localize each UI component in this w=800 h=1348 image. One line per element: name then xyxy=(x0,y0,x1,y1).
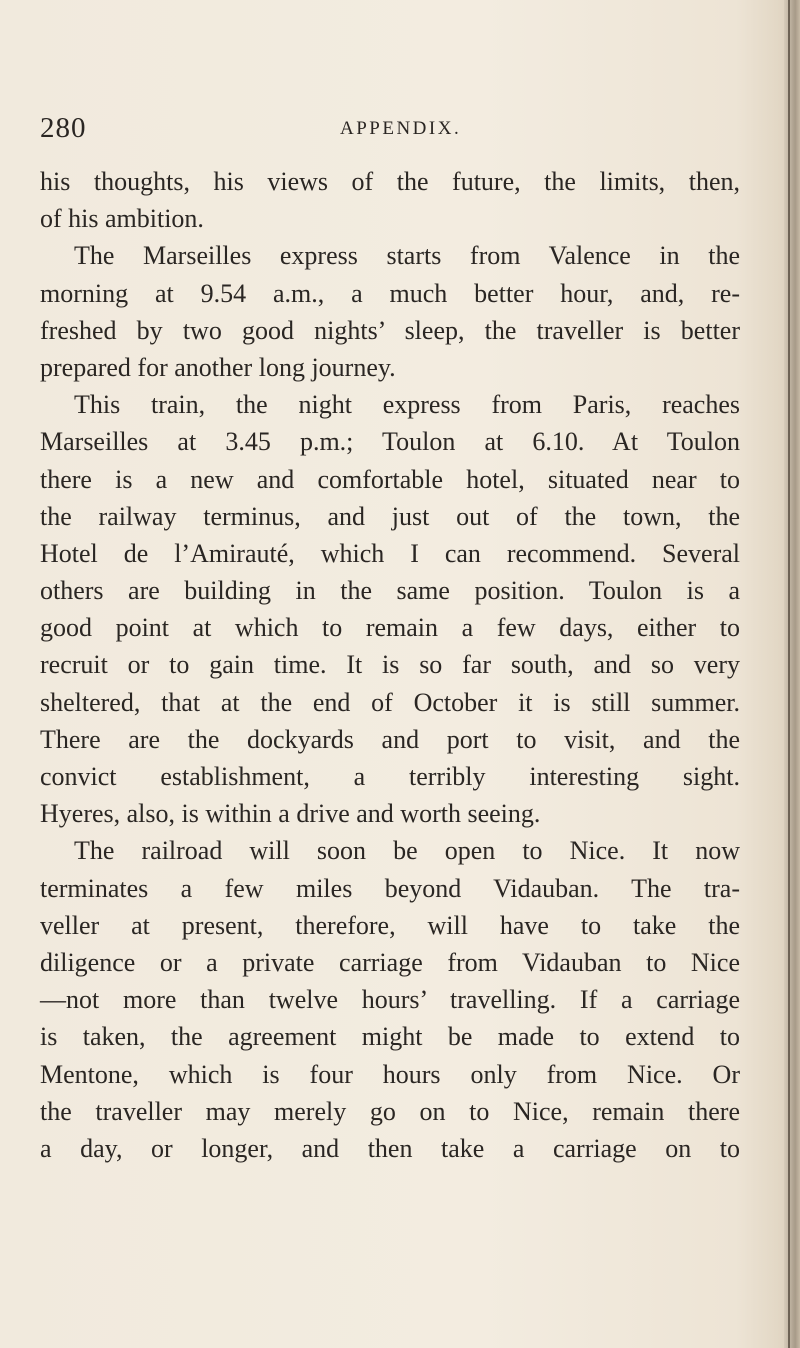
running-head: APPENDIX. xyxy=(340,118,462,139)
text-line: freshed by two good nights’ sleep, the traveller is better xyxy=(40,315,740,345)
text-line: a day, or longer, and then take a carriage on to xyxy=(40,1133,740,1163)
text-line: diligence or a private carriage from Vidauban to Nice xyxy=(40,947,740,977)
text-line: the railway terminus, and just out of the town, the xyxy=(40,501,740,531)
text-line: The Marseilles express starts from Valence in the xyxy=(74,241,740,271)
text-line: veller at present, therefore, will have to take the xyxy=(40,910,740,940)
text-line: good point at which to remain a few days, either to xyxy=(40,613,740,643)
text-line: morning at 9.54 a.m., a much better hour, and, re- xyxy=(40,278,740,308)
text-line: sheltered, that at the end of October it is still summer. xyxy=(40,687,740,717)
text-line: prepared for another long journey. xyxy=(40,352,396,382)
body-text xyxy=(40,163,740,1167)
text-line: Mentone, which is four hours only from Nice. Or xyxy=(40,1059,740,1089)
text-line: There are the dockyards and port to visit, and the xyxy=(40,724,740,754)
text-line: is taken, the agreement might be made to extend to xyxy=(40,1022,740,1052)
text-line: others are building in the same position. Toulon is a xyxy=(40,576,740,606)
text-line: Marseilles at 3.45 p.m.; Toulon at 6.10. At Toulon xyxy=(40,427,740,457)
text-line: This train, the night express from Paris, reaches xyxy=(74,390,740,420)
text-line: of his ambition. xyxy=(40,204,204,234)
text-line: the traveller may merely go on to Nice, remain there xyxy=(40,1096,740,1126)
page-gutter-shadow xyxy=(784,0,800,1348)
page-header xyxy=(40,112,740,152)
text-line: —not more than twelve hours’ travelling. If a carriage xyxy=(40,985,740,1015)
page-number: 280 xyxy=(40,112,87,144)
text-line: recruit or to gain time. It is so far south, and so very xyxy=(40,650,740,680)
text-line: terminates a few miles beyond Vidauban. The tra- xyxy=(40,873,740,903)
page-edge-line xyxy=(788,0,790,1348)
text-line: Hyeres, also, is within a drive and worth seeing. xyxy=(40,799,541,829)
text-line: his thoughts, his views of the future, the limits, then, xyxy=(40,167,740,196)
text-line: The railroad will soon be open to Nice. It now xyxy=(74,836,740,866)
text-line: convict establishment, a terribly interesting sight. xyxy=(40,762,740,791)
text-line: Hotel de l’Amirauté, which I can recommend. Several xyxy=(40,538,740,568)
text-line: there is a new and comfortable hotel, situated near to xyxy=(40,464,740,494)
